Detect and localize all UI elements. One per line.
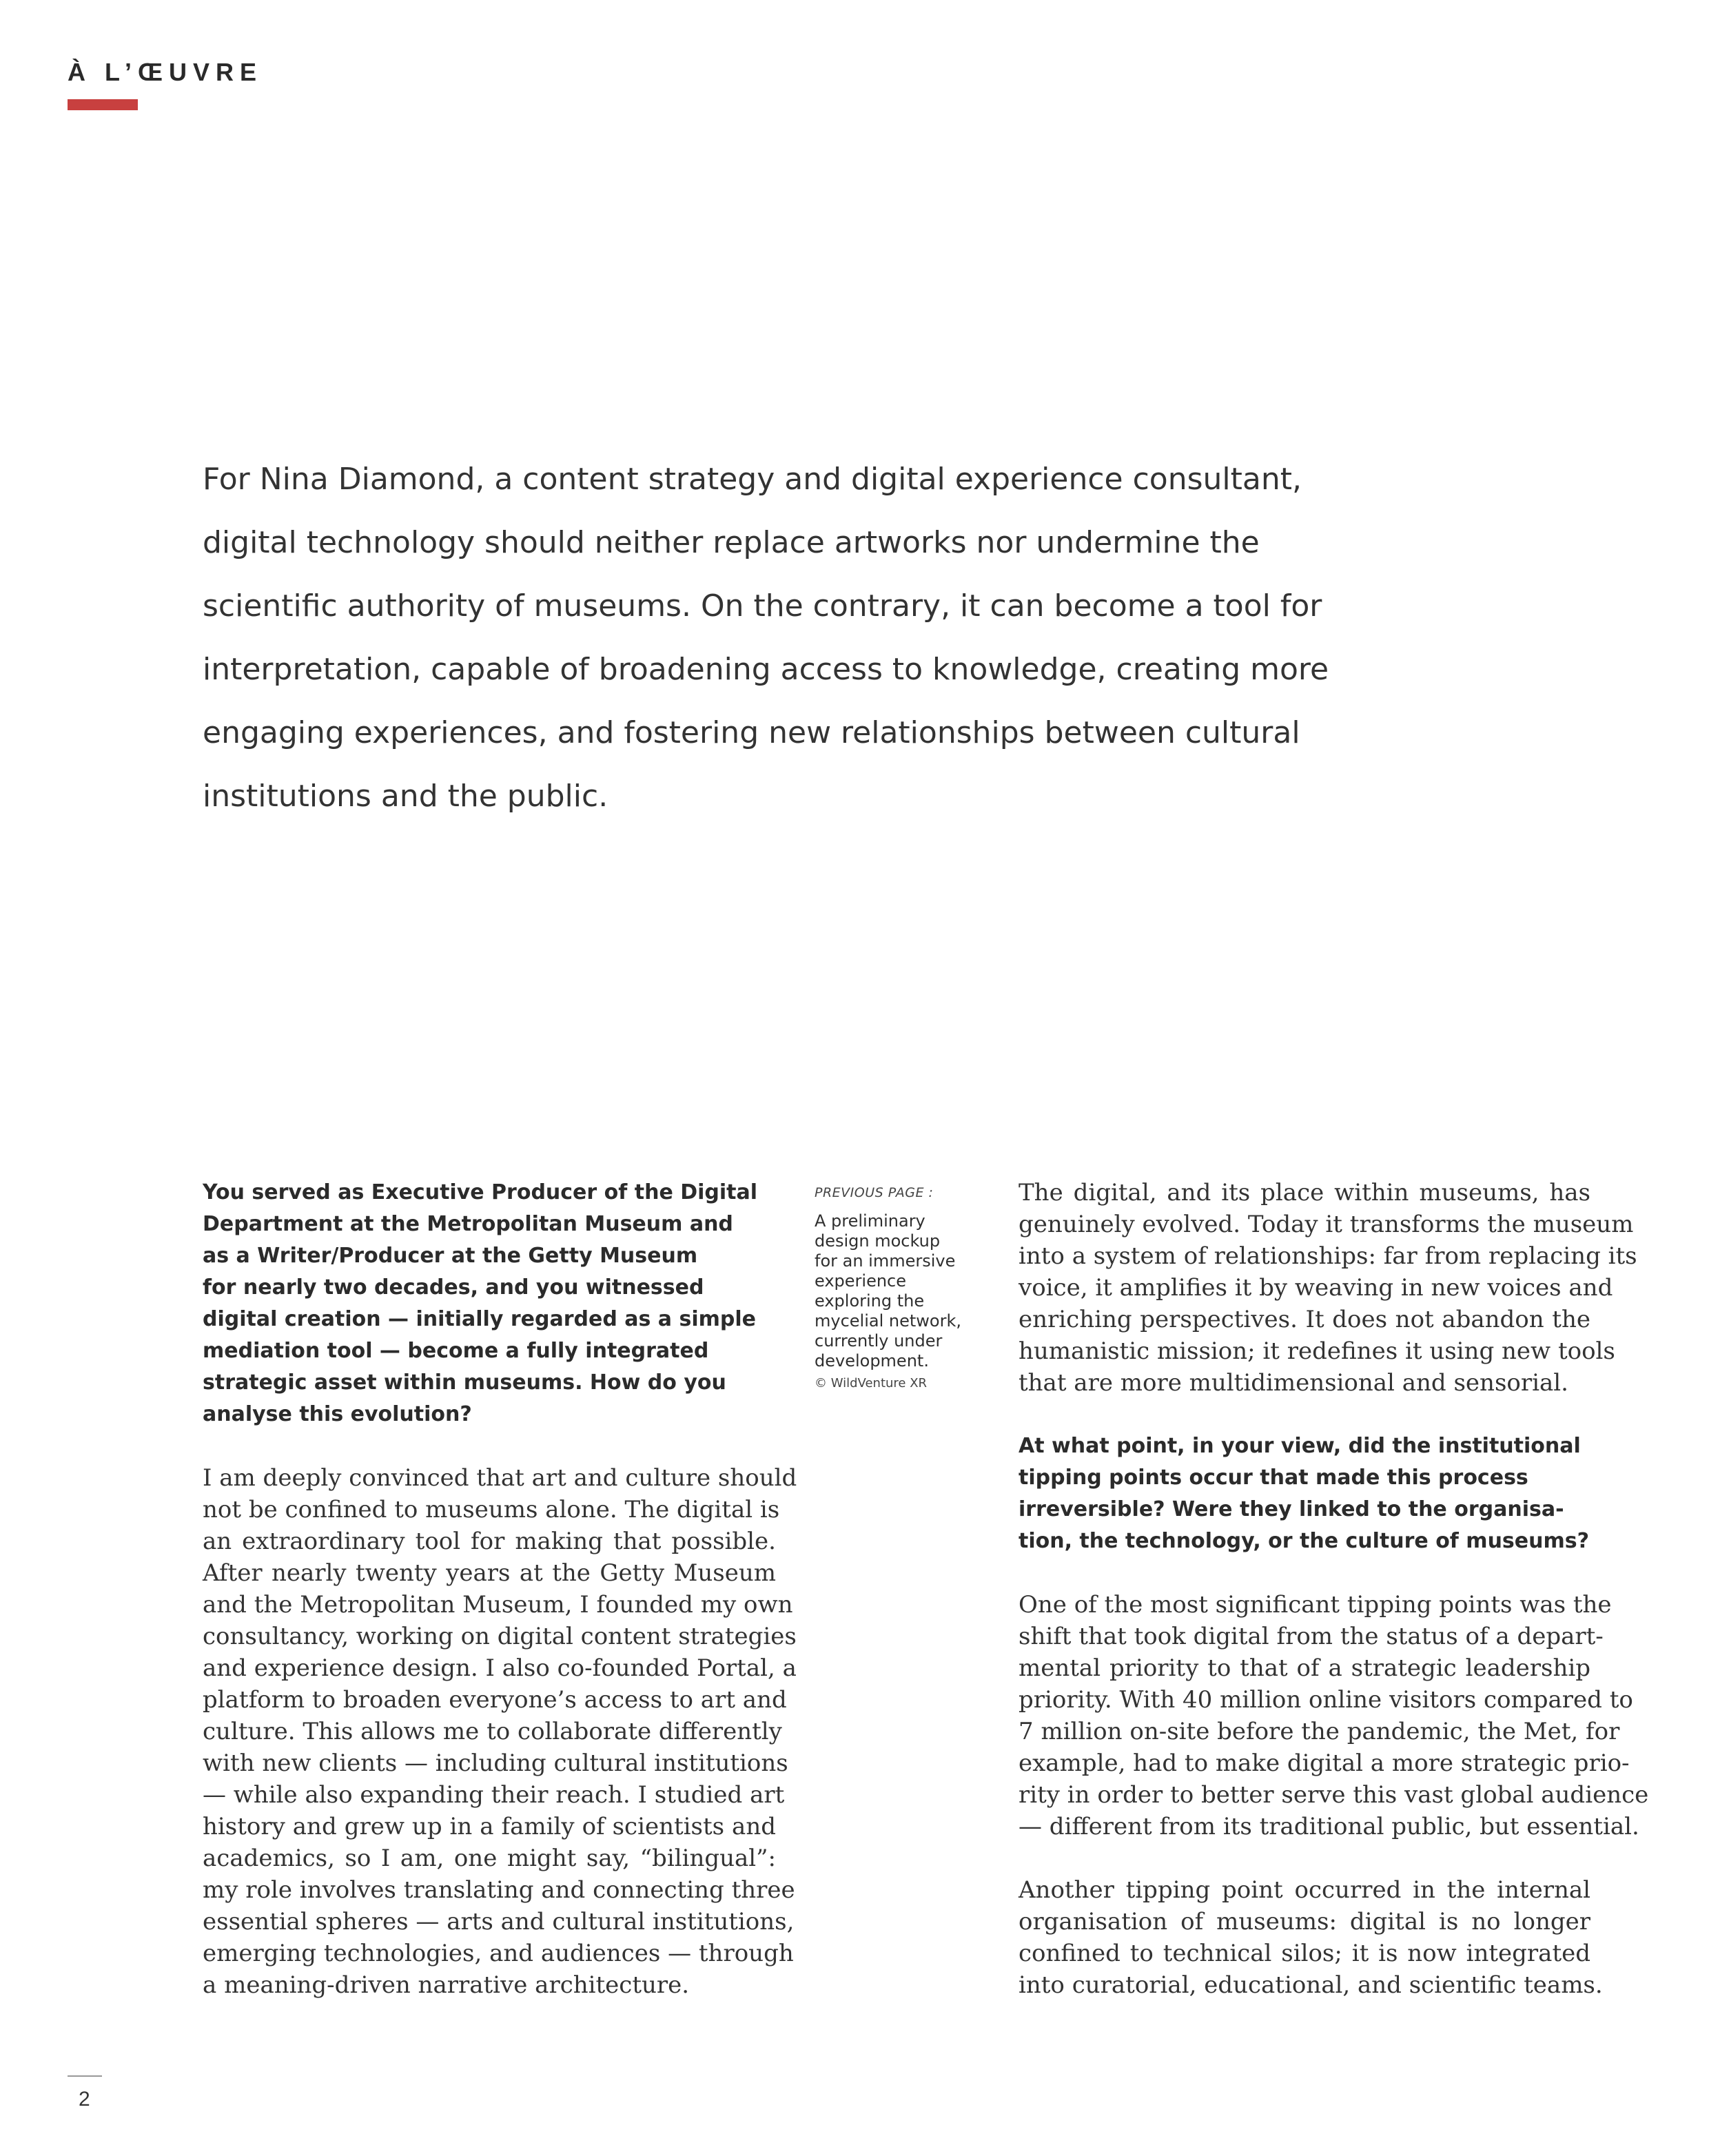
caption-line: A preliminary bbox=[815, 1211, 925, 1231]
section-label: À L’ŒUVRE bbox=[68, 58, 263, 86]
answer-line: my role involves translating and connecting three bbox=[203, 1876, 795, 1904]
intro-line: digital technology should neither replace artworks nor undermine the bbox=[203, 525, 1260, 560]
answer-line: — while also expanding their reach. I studied art bbox=[203, 1781, 785, 1809]
answer-line: academics, so I am, one might say, “bilingual”: bbox=[203, 1845, 776, 1872]
answer-line: mental priority to that of a strategic leadership bbox=[1019, 1654, 1590, 1682]
question-line: mediation tool — become a fully integrated bbox=[203, 1339, 709, 1363]
answer-line: example, had to make digital a more strategic prio- bbox=[1019, 1749, 1630, 1777]
intro-line: interpretation, capable of broadening access to knowledge, creating more bbox=[203, 652, 1329, 687]
caption-line: exploring the bbox=[815, 1291, 925, 1311]
intro-line: For Nina Diamond, a content strategy and digital experience consultant, bbox=[203, 462, 1302, 497]
caption-text bbox=[815, 1211, 974, 1371]
answer-line: not be confined to museums alone. The digital is bbox=[203, 1496, 780, 1523]
answer-line: into a system of relationships: far from replacing its bbox=[1019, 1242, 1637, 1270]
question-line: At what point, in your view, did the institutional bbox=[1019, 1434, 1581, 1458]
question-line: tipping points occur that made this process bbox=[1019, 1466, 1528, 1490]
answer-line: 7 million on-site before the pandemic, the Met, for bbox=[1019, 1718, 1620, 1745]
question-line: You served as Executive Producer of the Digital bbox=[203, 1180, 758, 1204]
answer-line: After nearly twenty years at the Getty Museum bbox=[203, 1559, 776, 1587]
caption-line: design mockup bbox=[815, 1231, 941, 1251]
section-accent-rule bbox=[68, 99, 138, 110]
answer-line: essential spheres — arts and cultural institutions, bbox=[203, 1908, 795, 1936]
question-line: as a Writer/Producer at the Getty Museum bbox=[203, 1244, 698, 1268]
answer-line: with new clients — including cultural institutions bbox=[203, 1749, 788, 1777]
answer-line: that are more multidimensional and sensorial. bbox=[1019, 1369, 1568, 1397]
answer-line: platform to broaden everyone’s access to art and bbox=[203, 1686, 787, 1714]
question-line: digital creation — initially regarded as a simple bbox=[203, 1307, 756, 1331]
intro-line: scientific authority of museums. On the contrary, it can become a tool for bbox=[203, 588, 1322, 624]
answer-line: Another tipping point occurred in the internal bbox=[1019, 1876, 1590, 1904]
interview-answer-1-continued bbox=[1019, 1177, 1637, 1399]
question-line: for nearly two decades, and you witnessed bbox=[203, 1275, 704, 1300]
answer-line: genuinely evolved. Today it transforms the museum bbox=[1019, 1211, 1634, 1238]
interview-answer-2 bbox=[1019, 1589, 1649, 1842]
left-column bbox=[203, 1177, 797, 2033]
question-line: Department at the Metropolitan Museum and bbox=[203, 1212, 733, 1236]
answer-line: and the Metropolitan Museum, I founded my own bbox=[203, 1591, 793, 1619]
question-line: analyse this evolution? bbox=[203, 1402, 472, 1426]
answer-line: organisation of museums: digital is no longer bbox=[1019, 1908, 1590, 1936]
answer-line: humanistic mission; it redefines it using new tools bbox=[1019, 1337, 1615, 1365]
footer-rule bbox=[68, 2075, 102, 2077]
caption-line: for an immersive bbox=[815, 1251, 956, 1271]
image-caption bbox=[815, 1184, 974, 1393]
answer-line: culture. This allows me to collaborate differently bbox=[203, 1718, 782, 1745]
interview-question-1 bbox=[203, 1177, 776, 1430]
answer-line: voice, it amplifies it by weaving in new voices and bbox=[1019, 1274, 1613, 1302]
caption-line: development. bbox=[815, 1351, 929, 1370]
page-number: 2 bbox=[79, 2088, 90, 2111]
answer-line: priority. With 40 million online visitors compared to bbox=[1019, 1686, 1633, 1714]
interview-answer-2-continued bbox=[1019, 1874, 1603, 2001]
question-line: strategic asset within museums. How do you bbox=[203, 1370, 726, 1395]
intro-line: institutions and the public. bbox=[203, 779, 608, 814]
answer-line: emerging technologies, and audiences — through bbox=[203, 1940, 794, 1967]
answer-line: history and grew up in a family of scientists and bbox=[203, 1813, 776, 1840]
question-line: tion, the technology, or the culture of museums? bbox=[1019, 1529, 1590, 1553]
right-column bbox=[1019, 1177, 1649, 2033]
answer-line: consultancy, working on digital content strategies bbox=[203, 1623, 797, 1650]
answer-line: The digital, and its place within museums, has bbox=[1019, 1179, 1590, 1207]
answer-line: — different from its traditional public, but essential. bbox=[1019, 1813, 1639, 1840]
answer-line: confined to technical silos; it is now integrated bbox=[1019, 1940, 1590, 1967]
answer-line: I am deeply convinced that art and culture should bbox=[203, 1464, 797, 1492]
answer-line: rity in order to better serve this vast global audience bbox=[1019, 1781, 1649, 1809]
caption-line: experience bbox=[815, 1271, 907, 1291]
caption-line: mycelial network, bbox=[815, 1311, 961, 1331]
caption-line: currently under bbox=[815, 1331, 943, 1351]
answer-line: a meaning-driven narrative architecture. bbox=[203, 1971, 690, 1999]
intro-line: engaging experiences, and fostering new relationships between cultural bbox=[203, 715, 1300, 750]
interview-answer-1 bbox=[203, 1462, 797, 2001]
question-line: irreversible? Were they linked to the organisa- bbox=[1019, 1497, 1564, 1521]
answer-line: One of the most significant tipping points was the bbox=[1019, 1591, 1612, 1619]
answer-line: into curatorial, educational, and scientific teams. bbox=[1019, 1971, 1603, 1999]
answer-line: enriching perspectives. It does not abandon the bbox=[1019, 1306, 1590, 1333]
interview-question-2 bbox=[1019, 1430, 1590, 1557]
caption-credit: © WildVenture XR bbox=[815, 1376, 928, 1390]
intro-standfirst bbox=[203, 448, 1429, 828]
caption-label: PREVIOUS PAGE : bbox=[815, 1185, 934, 1200]
answer-line: and experience design. I also co-founded Portal, a bbox=[203, 1654, 797, 1682]
answer-line: shift that took digital from the status of a depart- bbox=[1019, 1623, 1604, 1650]
answer-line: an extraordinary tool for making that possible. bbox=[203, 1528, 776, 1555]
